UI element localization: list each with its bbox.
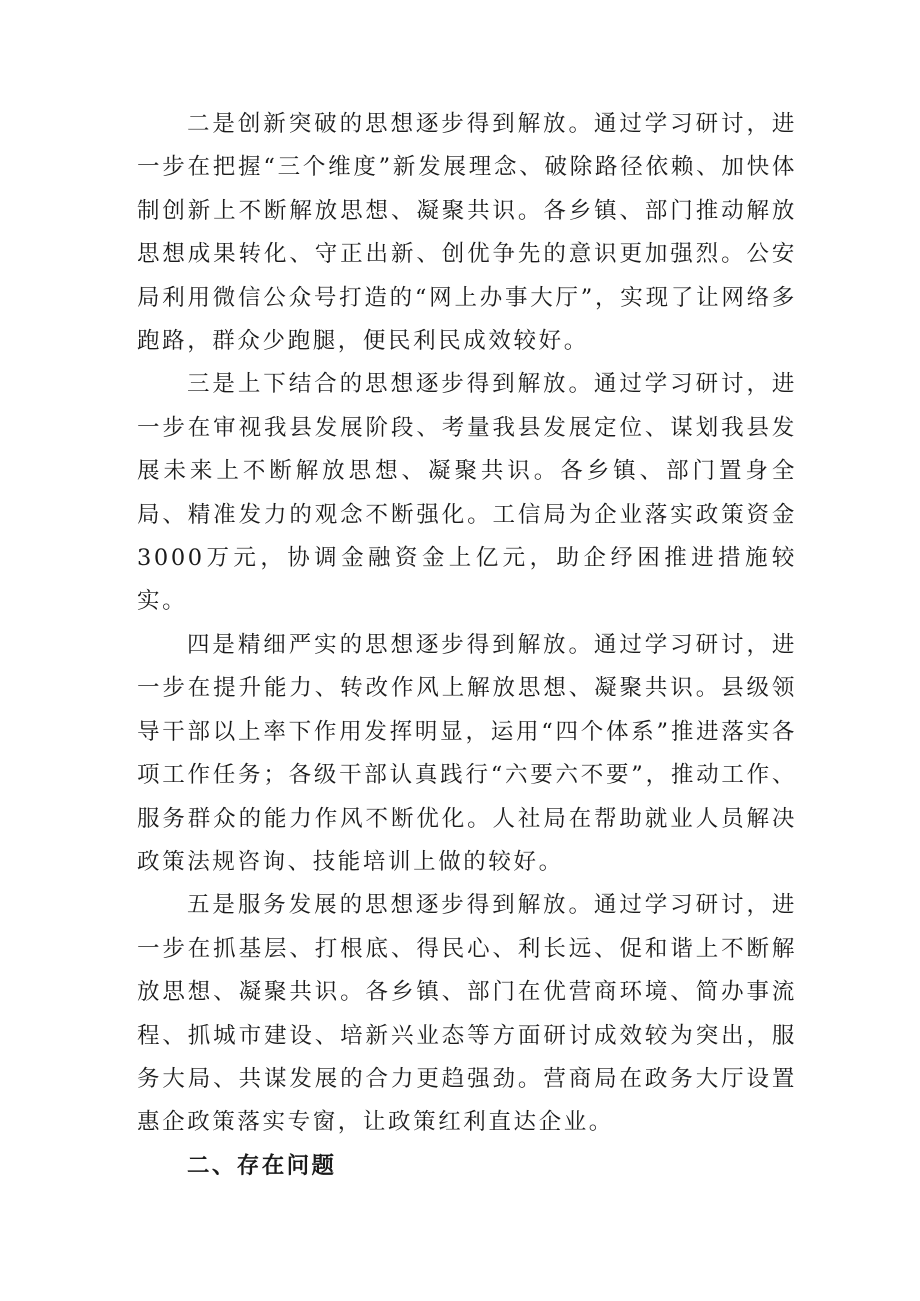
paragraph-top-down: 三是上下结合的思想逐步得到解放。通过学习研讨，进一步在审视我县发展阶段、考量我县发展定位、谋划我县发展未来上不断解放思想、凝聚共识。各乡镇、部门置身全局、精准发力的观念不断强化。工信局为企业落实政策资金3000万元，协调金融资金上亿元，助企纾困推进措施较实。	[137, 371, 797, 615]
section-heading: 二、存在问题	[187, 1152, 337, 1179]
paragraph-innovation: 二是创新突破的思想逐步得到解放。通过学习研讨，进一步在把握“三个维度”新发展理念、破除路径依赖、加快体制创新上不断解放思想、凝聚共识。各乡镇、部门推动解放思想成果转化、守正出新、创优争先的意识更加强烈。公安局利用微信公众号打造的“网上办事大厅”，实现了让网络多跑路，群众少跑腿，便民利民成效较好。	[137, 111, 797, 355]
document-body	[137, 103, 797, 1188]
paragraph-meticulous: 四是精细严实的思想逐步得到解放。通过学习研讨，进一步在提升能力、转改作风上解放思想、凝聚共识。县级领导干部以上率下作用发挥明显，运用“四个体系”推进落实各项工作任务；各级干部认真践行“六要六不要”，推动工作、服务群众的能力作风不断优化。人社局在帮助就业人员解决政策法规咨询、技能培训上做的较好。	[137, 631, 797, 875]
paragraph-service: 五是服务发展的思想逐步得到解放。通过学习研讨，进一步在抓基层、打根底、得民心、利长远、促和谐上不断解放思想、凝聚共识。各乡镇、部门在优营商环境、简办事流程、抓城市建设、培新兴业态等方面研讨成效较为突出，服务大局、共谋发展的合力更趋强劲。营商局在政务大厅设置惠企政策落实专窗，让政策红利直达企业。	[137, 892, 797, 1136]
